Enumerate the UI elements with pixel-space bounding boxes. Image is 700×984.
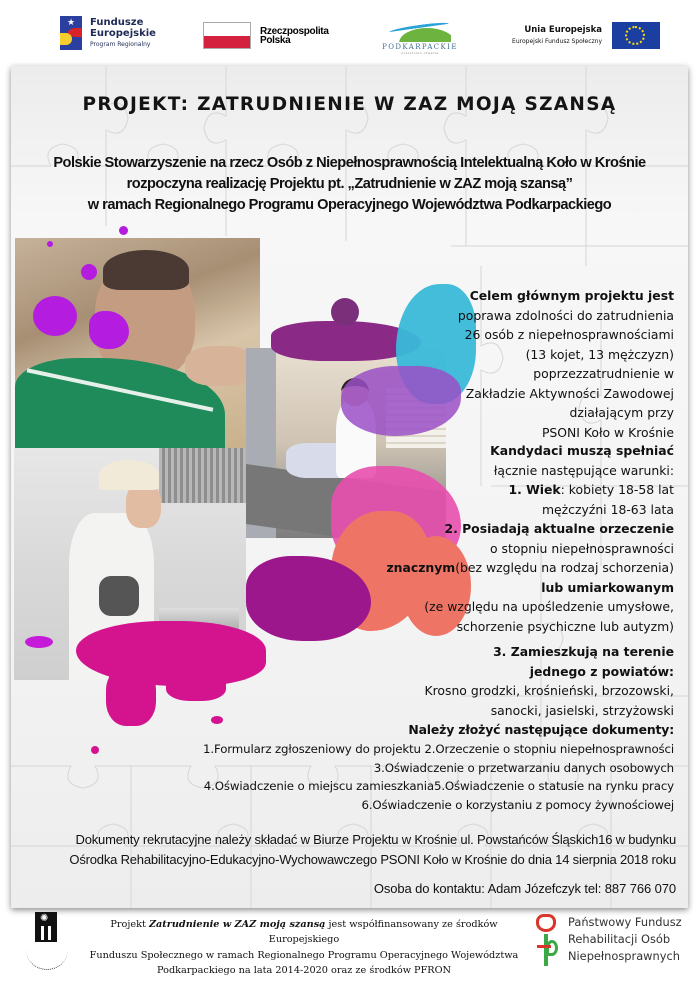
poster-title: PROJEKT: ZATRUDNIENIE W ZAZ MOJĄ SZANSĄ xyxy=(82,94,617,115)
rp-logo-line2: Polska xyxy=(260,34,291,46)
goal-line: (13 kojet, 13 mężczyzn) xyxy=(525,346,674,362)
goal-line: 26 osób z niepełnosprawnościami xyxy=(464,327,674,342)
documents-heading: Należy złożyć następujące dokumenty: xyxy=(408,722,674,737)
photo-worker-green-jacket xyxy=(15,238,260,448)
tulip-icon xyxy=(534,912,560,967)
certificate-line: o stopniu niepełnosprawności xyxy=(489,540,674,556)
goal-line: poprawa zdolności do zatrudnienia xyxy=(457,307,674,323)
eu-flag-icon xyxy=(612,22,660,49)
fundusze-europejskie-icon: ★ xyxy=(60,16,82,50)
unia-europejska-logo xyxy=(512,22,660,49)
residence-line: Krosno grodzki, krośnieński, brzozowski, xyxy=(424,683,674,698)
rp-logo-line1: Rzeczpospolita xyxy=(260,25,329,37)
sun-icon: ✺ xyxy=(40,913,49,924)
polish-flag-icon xyxy=(203,22,251,49)
cofinancing-line: Funduszu Społecznego w ramach Regionalnego Programu Operacyjnego Województwa xyxy=(89,949,519,961)
poster xyxy=(11,66,688,908)
rzeczpospolita-polska-logo xyxy=(203,22,329,49)
pfron-line: Niepełnosprawnych xyxy=(568,949,680,963)
ue-logo-line1: Unia Europejska xyxy=(524,24,602,35)
fe-logo-line2: Europejskie xyxy=(90,27,156,39)
project-goal-section xyxy=(458,286,674,442)
goal-line: działającym przy xyxy=(569,405,674,420)
cofinancing-statement xyxy=(84,917,524,979)
fe-logo-line1: Fundusze xyxy=(90,16,144,28)
certificate-heading: 2. Posiadają aktualne orzeczenie xyxy=(444,521,674,536)
candidate-requirements-section xyxy=(386,441,674,720)
fundusze-europejskie-logo xyxy=(60,16,156,50)
document-line: 4.Oświadczenie o miejscu zamieszkania5.Oświadczenie o statusie na rynku pracy xyxy=(203,779,674,794)
podkarpackie-hill-icon xyxy=(389,22,451,42)
age-requirement: 1. Wiek: kobiety 18-58 lat xyxy=(508,482,674,497)
document-line: 6.Oświadczenie o korzystaniu z pomocy żywnościowej xyxy=(361,798,674,813)
cofinancing-line: Projekt Zatrudnienie w ZAZ moją szansą jest współfinansowany ze środków Europejskiego xyxy=(110,919,498,946)
podkarpackie-tagline: przestrzeń otwarta xyxy=(401,51,439,55)
required-documents-section xyxy=(203,721,674,815)
pfron-line: Państwowy Fundusz xyxy=(568,915,682,929)
podkarpackie-name: PODKARPACKIE xyxy=(382,43,458,51)
ue-logo-line2: Europejski Fundusz Społeczny xyxy=(512,37,602,45)
age-men: mężczyźni 18-63 lata xyxy=(541,501,674,517)
emblem-caption-ring xyxy=(26,930,68,970)
project-name: Zatrudnienie w ZAZ moją szansą xyxy=(148,919,326,930)
intro-line: w ramach Regionalnego Programu Operacyjnego Województwa Podkarpackiego xyxy=(87,197,612,213)
goal-line: Zakładzie Aktywności Zawodowej xyxy=(465,385,674,401)
address-line: Dokumenty rekrutacyjne należy składać w Biurze Projektu w Krośnie ul. Powstańców Śląskich16 w budynku xyxy=(75,832,676,847)
certificate-moderate-line: (ze względu na upośledzenie umysłowe, xyxy=(424,599,674,614)
goal-line: PSONI Koło w Krośnie xyxy=(541,424,674,440)
pfron-logo xyxy=(534,912,682,967)
fe-logo-line3: Program Regionalny xyxy=(90,40,151,48)
document-line: 1.Formularz zgłoszeniowy do projektu 2.Orzeczenie o stopniu niepełnosprawności xyxy=(203,741,674,756)
pfron-line: Rehabilitacji Osób xyxy=(568,932,671,946)
goal-line: poprzezzatrudnienie w xyxy=(533,366,674,381)
intro-paragraph xyxy=(11,153,688,216)
certificate-moderate-line: schorzenie psychiczne lub autyzm) xyxy=(456,618,674,634)
contact-person: Osoba do kontaktu: Adam Józefczyk tel: 887 766 070 xyxy=(373,881,676,896)
intro-line: rozpoczyna realizację Projektu pt. „Zatrudnienie w ZAZ moją szansą” xyxy=(126,176,573,192)
residence-heading: jednego z powiatów: xyxy=(529,663,674,679)
logo-bar xyxy=(0,0,700,64)
goal-heading: Celem głównym projektu jest xyxy=(469,288,674,303)
residence-heading: 3. Zamieszkują na terenie xyxy=(493,644,674,659)
certificate-moderate: lub umiarkowanym xyxy=(541,579,674,595)
document-line: 3.Oświadczenie o przetwarzaniu danych osobowych xyxy=(373,760,674,775)
intro-line: Polskie Stowarzyszenie na rzecz Osób z Niepełnosprawnością Intelektualną Koło w Krośnie xyxy=(53,155,646,171)
address-line: Ośrodka Rehabilitacyjno-Edukacyjno-Wychowawczego PSONI Koło w Krośnie do dnia 14 sierpnia 2018 roku xyxy=(69,851,676,867)
psoni-emblem-logo xyxy=(26,912,68,972)
certificate-significant: znacznym(bez względu na rodzaj schorzenia) xyxy=(386,560,674,575)
residence-line: sanocki, jasielski, strzyżowski xyxy=(490,702,674,718)
candidates-heading: Kandydaci muszą spełniać xyxy=(490,443,674,458)
cofinancing-line: Podkarpackiego na lata 2014-2020 oraz ze środków PFRON xyxy=(156,965,452,977)
submission-address xyxy=(69,830,676,869)
podkarpackie-logo xyxy=(377,22,463,55)
candidates-subheading: łącznie następujące warunki: xyxy=(493,462,674,478)
